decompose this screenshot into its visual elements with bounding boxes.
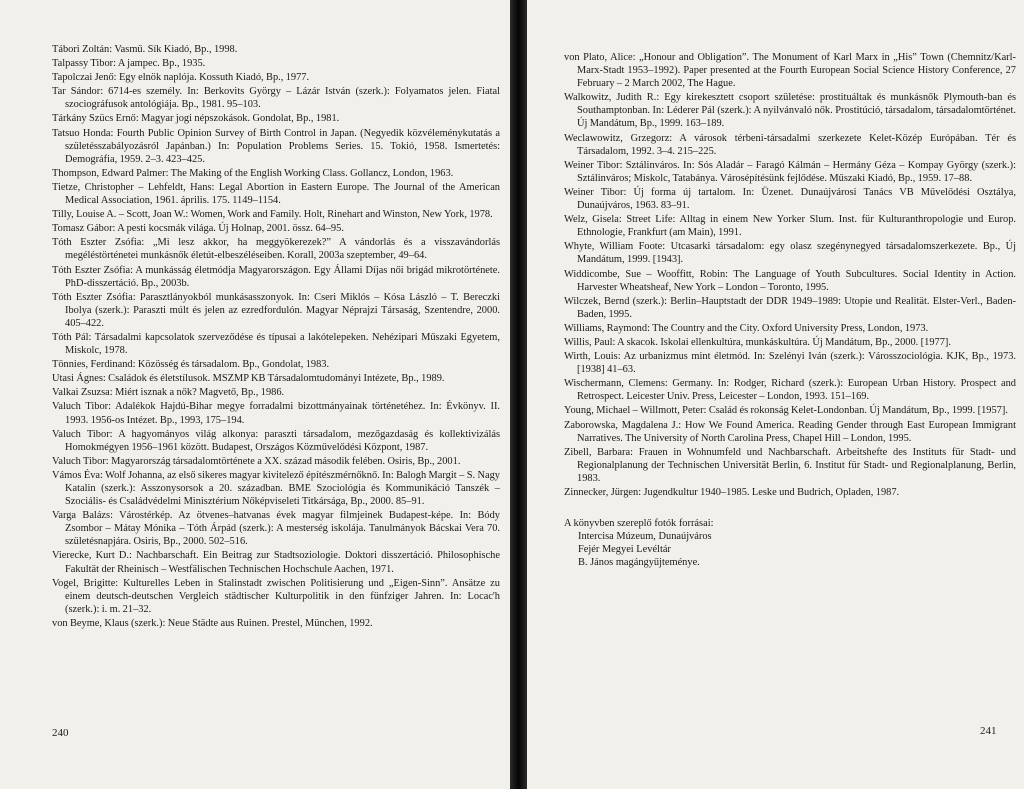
bibliography-entry: Tilly, Louise A. – Scott, Joan W.: Women, Work and Family. Holt, Rinehart and Winston, New York, 1978.: [52, 209, 493, 221]
bibliography-entry: Thompson, Edward Palmer: The Making of the English Working Class. Gollancz, London, 1963.: [52, 167, 454, 179]
bibliography-entry: Zibell, Barbara: Frauen in Wohnumfeld und Nachbarschaft. Arbeitshefte des Instituts für Stadt- und Regionalplanung der Technischen Universität Berlin, 6. Institut für Stadt- und Regionalplanung, Berlin, 1983.: [564, 446, 1016, 484]
photo-source: Fejér Megyei Levéltár: [578, 544, 671, 556]
bibliography-entry: Valuch Tibor: A hagyományos világ alkonya: paraszti társadalom, mezőgazdaság és kollektivizálás Homokmégyen 1956–1961 között. Budapest, Országos Közművelődési Központ, 1987.: [52, 428, 500, 453]
bibliography-entry: Whyte, William Foote: Utcasarki társadalom: egy olasz szegénynegyed társadalomszerkezete. Bp., Új Mandátum, 1999. [1943].: [564, 241, 1016, 266]
bibliography-entry: Vogel, Brigitte: Kulturelles Leben in Stalinstadt zwischen Politisierung und „Eigen-Sinn”. Ansätze zu einem deutsch-deutschen Vergleich städtischer Kulturpolitik in den fünfziger Jahren. In: Locac'h (szerk.): i. m. 21–32.: [52, 577, 500, 615]
bibliography-entry: Walkowitz, Judith R.: Egy kirekesztett csoport születése: prostituáltak és munkásnők Plymouth-ban és Southamptonban. In: Léderer Pál (szerk.): A nyilvánvaló nők. Prostitúció, társadalom, társadalomtörténet. Új Mandátum, Bp., 1999. 163–189.: [564, 92, 1016, 130]
bibliography-entry: Tapolczai Jenő: Egy elnök naplója. Kossuth Kiadó, Bp., 1977.: [52, 72, 310, 84]
book-spine: [510, 0, 527, 789]
bibliography-entry: Tóth Eszter Zsófia: „Mi lesz akkor, ha meggyökerezek?” A vándorlás és a visszavándorlás megéléstörténetei munkásnők életút-elbeszéléseiben. Korall, 2003a szeptember, 49–64.: [52, 237, 500, 262]
bibliography-entry: Wischermann, Clemens: Germany. In: Rodger, Richard (szerk.): European Urban History. Prospect and Retrospect. Leicester Univ. Press, Leicester – London, 1993. 151–169.: [564, 378, 1016, 403]
bibliography-entry: Tóth Pál: Társadalmi kapcsolatok szerveződése és típusai a lakótelepeken. Nehézipari Műszaki Egyetem, Miskolc, 1978.: [52, 331, 500, 357]
bibliography-entry: Wirth, Louis: Az urbanizmus mint életmód. In: Szelényi Iván (szerk.): Városszociológia. KJK, Bp., 1973. [1938] 41–63.: [564, 351, 1016, 376]
bibliography-right: [564, 51, 1016, 569]
photo-sources-heading: A könyvben szereplő fotók forrásai:: [564, 518, 714, 530]
page-number-left: 240: [52, 727, 69, 739]
bibliography-entry: Talpassy Tibor: A jampec. Bp., 1935.: [52, 58, 206, 70]
photo-source: Intercisa Múzeum, Dunaújváros: [578, 531, 712, 543]
bibliography-entry: Willis, Paul: A skacok. Iskolai ellenkultúra, munkáskultúra. Új Mandátum, Bp., 2000. [1977].: [564, 336, 951, 348]
bibliography-entry: Tar Sándor: 6714-es személy. In: Berkovits György – Lázár István (szerk.): Folyamatos jelen. Fiatal szociográfusok antológiája. Bp., 1981. 95–103.: [52, 86, 500, 111]
bibliography-entry: Valuch Tibor: Adalékok Hajdú-Bihar megye forradalmi bizottmányainak történetéhez. In: Évkönyv. II. 1993. 1956-os Intézet. Bp., 1993, 175–194.: [52, 401, 500, 426]
photo-source: B. János magángyűjteménye.: [578, 557, 700, 569]
bibliography-entry: Tóth Eszter Zsófia: A munkásság életmódja Magyarországon. Egy Állami Díjas női brigád mikrotörténete. PhD-disszertáció. Bp., 2003b.: [52, 264, 500, 289]
bibliography-entry: Tárkány Szücs Ernő: Magyar jogi népszokások. Gondolat, Bp., 1981.: [52, 113, 340, 125]
bibliography-entry: von Plato, Alice: „Honour and Obligation”. The Monument of Karl Marx in „His” Town (Chemnitz/Karl-Marx-Stadt 1953–1992). Paper presented at the Fourth European Social Science History Conference, 27 February – 2 March 2002, The Hague.: [564, 52, 1016, 90]
bibliography-entry: Valkai Zsuzsa: Miért isznak a nők? Magvető, Bp., 1986.: [52, 387, 285, 399]
bibliography-entry: Tomasz Gábor: A pesti kocsmák világa. Új Holnap, 2001. össz. 64–95.: [52, 223, 344, 235]
bibliography-entry: Widdicombe, Sue – Wooffitt, Robin: The Language of Youth Subcultures. Social Identity in Action. Harvester Wheatsheaf, New York – London – Toronto, 1995.: [564, 268, 1016, 293]
bibliography-entry: Viereckе, Kurt D.: Nachbarschaft. Ein Beitrag zur Stadtsoziologie. Doktori disszertáció. Philosophische Fakultät der Rheinisch – Westfälischen Technischen Hochschule Aachen, 1971.: [52, 550, 500, 575]
bibliography-entry: Vámos Éva: Wolf Johanna, az első sikeres magyar kivitelező építészmérnőknő. In: Balogh Margit – S. Nagy Katalin (szerk.): Asszonysorsok a 20. században. BME Szociológia és Kommunikáció Tanszék – Szociális- és Családvédelmi Minisztérium Nőképviseleti Titkársága, Bp., 2000. 85–91.: [52, 469, 500, 508]
left-page: [0, 0, 510, 789]
bibliography-entry: Weiner Tibor: Sztálinváros. In: Sós Aladár – Faragó Kálmán – Hermány Géza – Kompay György (szerk.): Sztálinváros; Miskolc, Tatabánya. Városépítésünk fejlődése. Műszaki Kiadó, Bp., 1959. 17–88.: [564, 159, 1016, 184]
bibliography-entry: Weiner Tibor: Új forma új tartalom. In: Üzenet. Dunaújvárosi Tanács VB Művelődési Osztálya, Dunaújváros, 1963. 83–91.: [564, 186, 1016, 212]
bibliography-left: [52, 43, 500, 631]
photo-sources: [564, 517, 1016, 569]
bibliography-entry: Wilczek, Bernd (szerk.): Berlin–Hauptstadt der DDR 1949–1989: Utopie und Realität. Elster-Verl., Baden-Baden, 1995.: [564, 295, 1016, 320]
bibliography-entry: Zinnecker, Jürgen: Jugendkultur 1940–1985. Leske und Budrich, Opladen, 1987.: [564, 487, 900, 498]
page-number-right: 241: [980, 725, 997, 737]
bibliography-entry: Utasi Ágnes: Családok és életstílusok. MSZMP KB Társadalomtudományi Intézete, Bp., 1989.: [52, 373, 445, 385]
bibliography-entry: Welz, Gisela: Street Life: Alltag in einem New Yorker Slum. Inst. für Kulturanthropologie und Europ. Ethnologie, Frankfurt (am Main), 1991.: [564, 214, 1016, 239]
bibliography-entry: Weclawowitz, Grzegorz: A városok térbeni-társadalmi szerkezete Kelet-Közép Európában. Tér és Társadalom, 1992. 3–4. 215–225.: [564, 132, 1016, 157]
bibliography-entry: Tatsuo Honda: Fourth Public Opinion Survey of Birth Control in Japan. (Negyedik közvéleménykutatás a születésszabályozásról Japánban.) In: Population Problems Series. 15. Tokió, 1958. Ismertetés: Demográfia, 1959. 2–3. 423–425.: [52, 127, 500, 165]
bibliography-entry: von Beyme, Klaus (szerk.): Neue Städte aus Ruinen. Prestel, München, 1992.: [52, 617, 373, 629]
bibliography-entry: Zaborowska, Magdalena J.: How We Found America. Reading Gender through East European Immigrant Narratives. The University of North Carolina Press, Chapel Hill – London, 1995.: [564, 419, 1016, 444]
bibliography-entry: Valuch Tibor: Magyarország társadalomtörténete a XX. század második felében. Osiris, Bp., 2001.: [52, 455, 461, 467]
bibliography-entry: Tóth Eszter Zsófia: Parasztlányokból munkásasszonyok. In: Cseri Miklós – Kósa László – T. Bereczki Ibolya (szerk.): Paraszti múlt és jelen az ezredfordulón. Magyar Néprajzi Társaság, Szentendre, 2000. 405–422.: [52, 291, 500, 329]
bibliography-entry: Varga Balázs: Várostérkép. Az ötvenes–hatvanas évek magyar filmjeinek Budapest-képe. In: Bódy Zsombor – Mátay Mónika – Tóth Árpád (szerk.): A mesterség iskolája. Tanulmányok Bácskai Vera 70. születésnapjára. Osiris, Bp., 2000. 502–516.: [52, 510, 500, 548]
bibliography-entry: Tönnies, Ferdinand: Közösség és társadalom. Bp., Gondolat, 1983.: [52, 359, 330, 371]
bibliography-entry: Young, Michael – Willmott, Peter: Család és rokonság Kelet-Londonban. Új Mandátum, Bp., 1999. [1957].: [564, 405, 1008, 417]
bibliography-entry: Williams, Raymond: The Country and the City. Oxford University Press, London, 1973.: [564, 322, 929, 334]
bibliography-entry: Tábori Zoltán: Vasmű. Sík Kiadó, Bp., 1998.: [52, 44, 238, 55]
right-page: [527, 0, 1024, 789]
bibliography-entry: Tietze, Christopher – Lehfeldt, Hans: Legal Abortion in Eastern Europe. The Journal of the American Medical Association, 1961. április. 175. 1149–1154.: [52, 181, 500, 207]
